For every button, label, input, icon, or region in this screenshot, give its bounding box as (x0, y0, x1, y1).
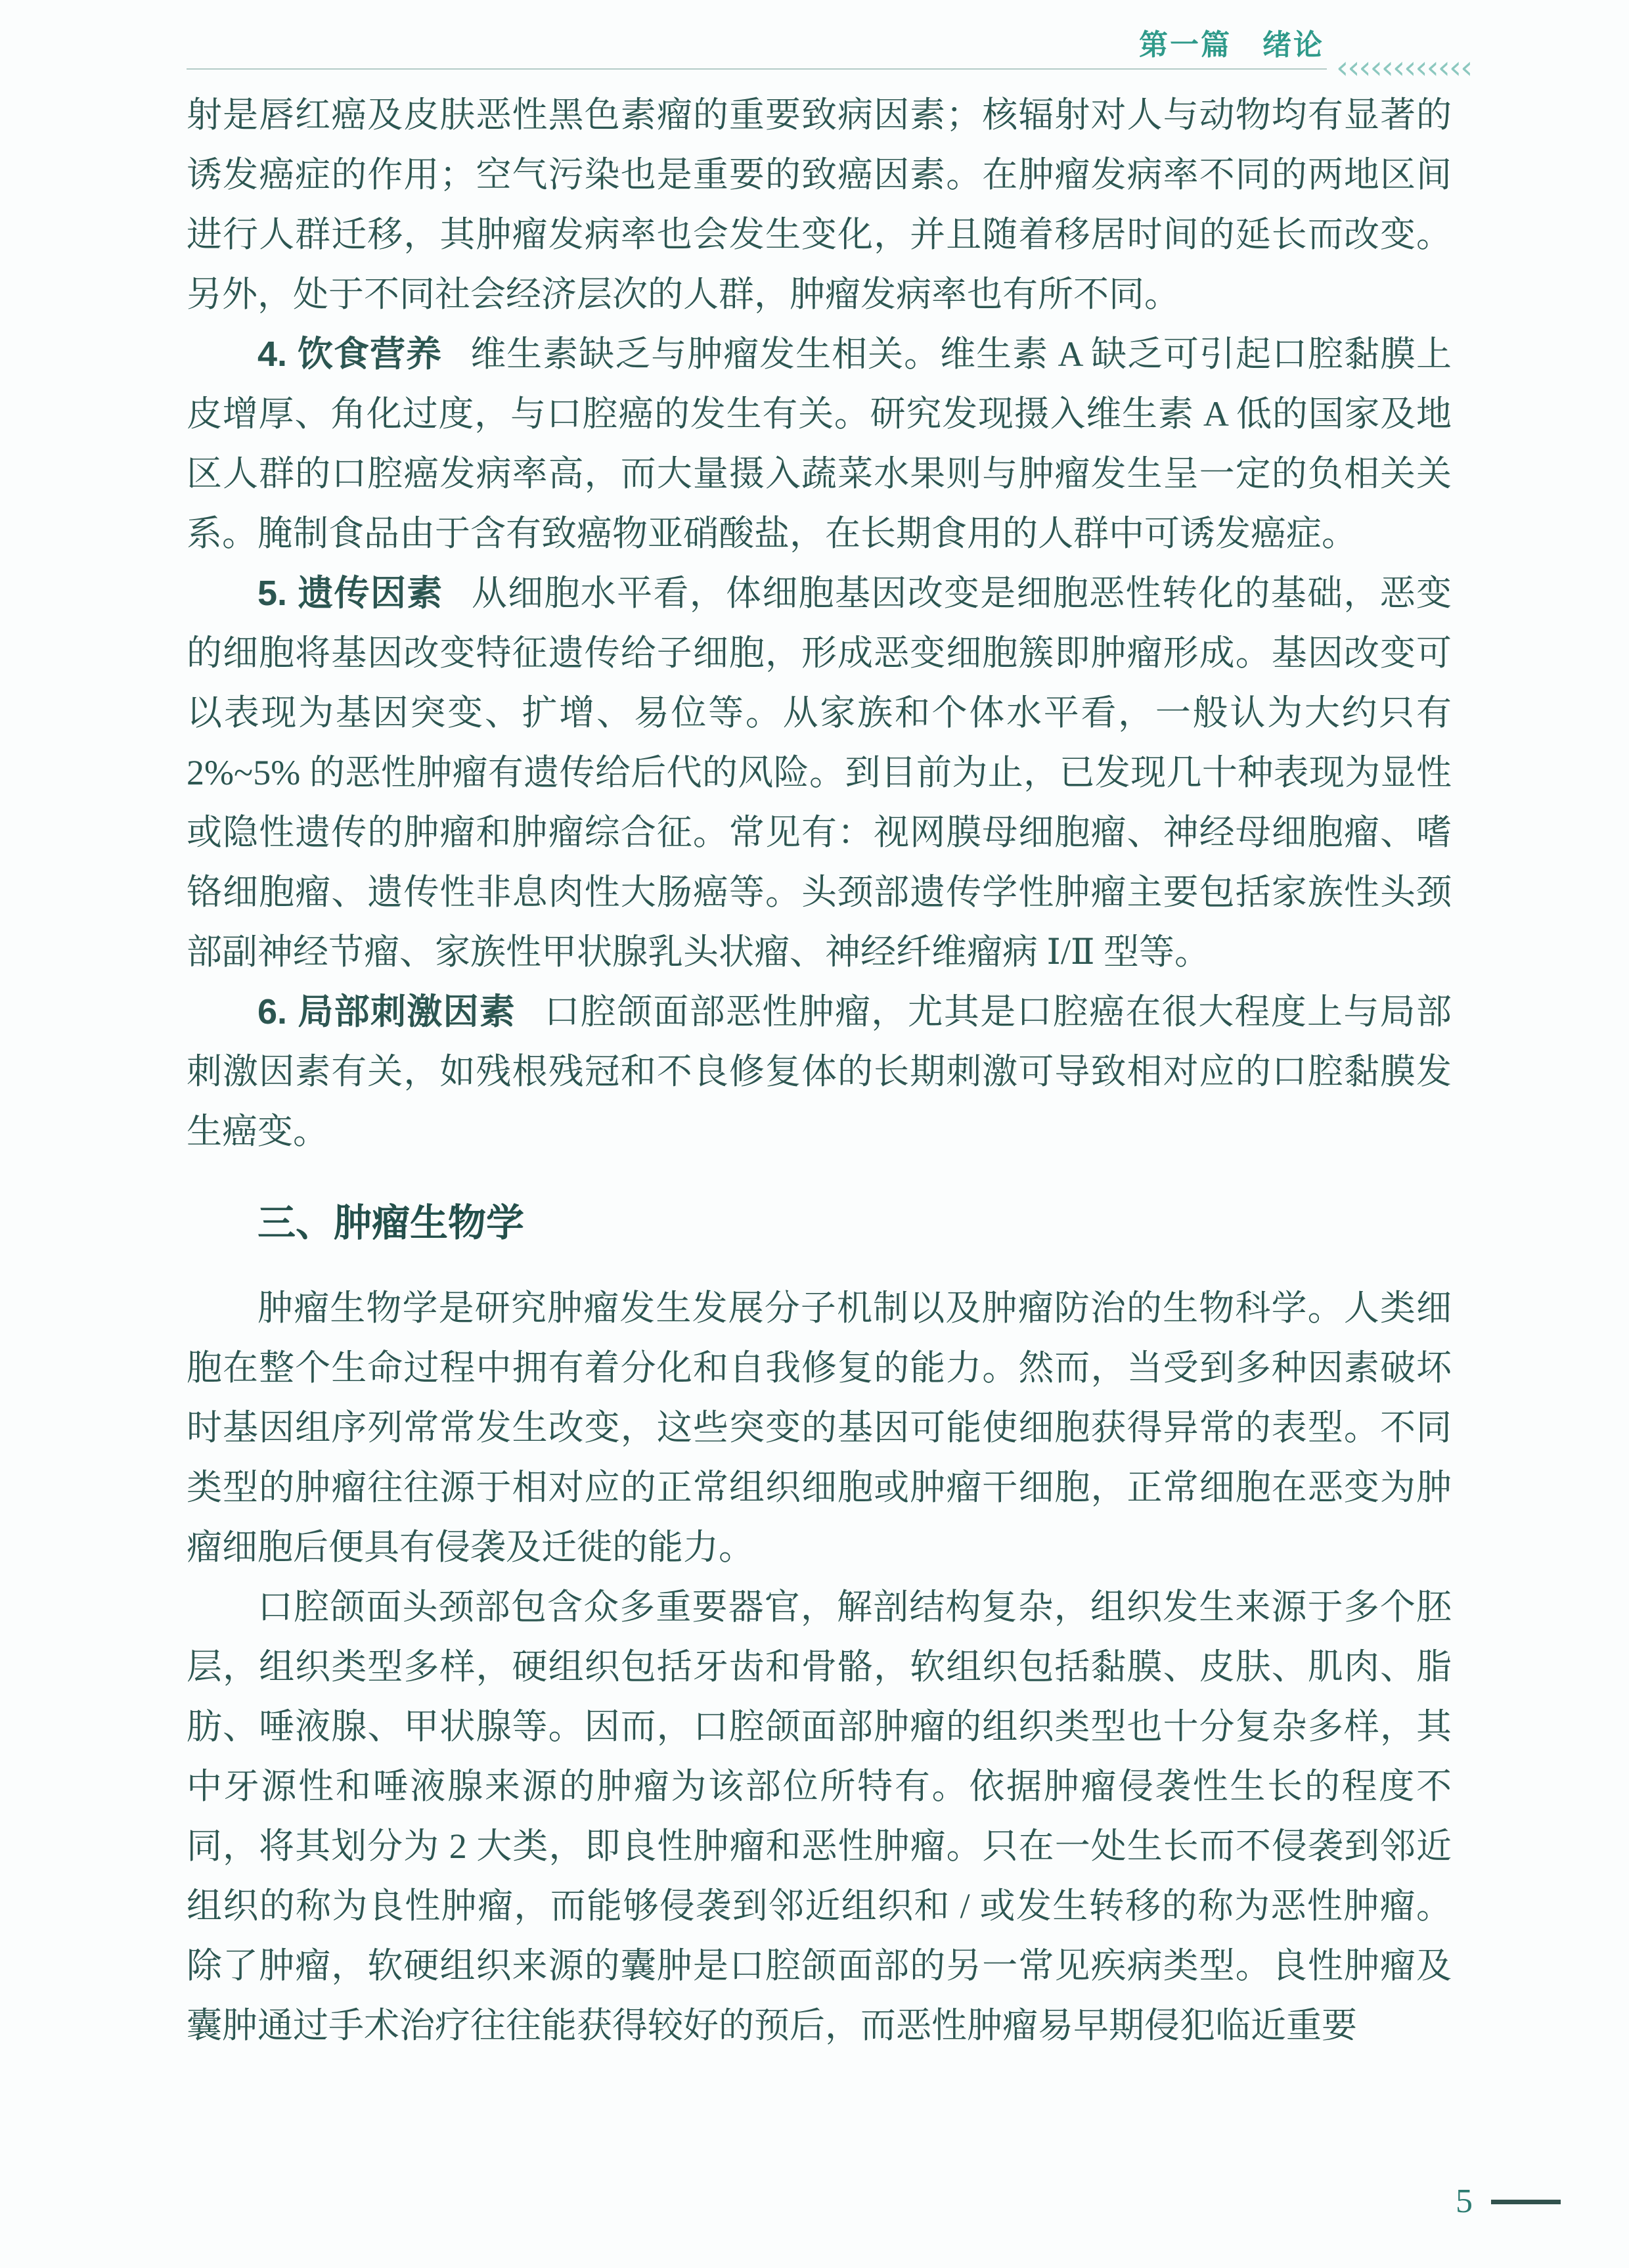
paragraph: 口腔颌面头颈部包含众多重要器官，解剖结构复杂，组织发生来源于多个胚层，组织类型多样，硬组织包括牙齿和骨骼，软组织包括黏膜、皮肤、肌肉、脂肪、唾液腺、甲状腺等。因而，口腔颌面部肿瘤的组织类型也十分复杂多样，其中牙源性和唾液腺来源的肿瘤为该部位所特有。依据肿瘤侵袭性生长的程度不同，将其划分为 2 大类，即良性肿瘤和恶性肿瘤。只在一处生长而不侵袭到邻近组织的称为良性肿瘤，而能够侵袭到邻近组织和 / 或发生转移的称为恶性肿瘤。除了肿瘤，软硬组织来源的囊肿是口腔颌面部的另一常见疾病类型。良性肿瘤及囊肿通过手术治疗往往能获得较好的预后，而恶性肿瘤易早期侵犯临近重要 (187, 1587, 1452, 2045)
list-item-label: 4. 饮食营养 (257, 334, 442, 374)
paragraph-text: 维生素缺乏与肿瘤发生相关。维生素 A 缺乏可引起口腔黏膜上皮增厚、角化过度，与口腔癌的发生有关。研究发现摄入维生素 A 低的国家及地区人群的口腔癌发病率高，而大量摄入蔬菜水果则与肿瘤发生呈一定的负相关关系。腌制食品由于含有致癌物亚硝酸盐，在长期食用的人群中可诱发癌症。 (187, 334, 1452, 553)
paragraph: 射是唇红癌及皮肤恶性黑色素瘤的重要致病因素；核辐射对人与动物均有显著的诱发癌症的作用；空气污染也是重要的致癌因素。在肿瘤发病率不同的两地区间进行人群迁移，其肿瘤发病率也会发生变化，并且随着移居时间的延长而改变。另外，处于不同社会经济层次的人群，肿瘤发病率也有所不同。 (187, 95, 1452, 314)
list-item-label: 6. 局部刺激因素 (257, 992, 516, 1032)
page-footer (1456, 2180, 1561, 2223)
paragraph (187, 325, 1452, 564)
paragraph (187, 982, 1452, 1162)
paragraph-text: 从细胞水平看，体细胞基因改变是细胞恶性转化的基础，恶变的细胞将基因改变特征遗传给子细胞，形成恶变细胞簇即肿瘤形成。基因改变可以表现为基因突变、扩增、易位等。从家族和个体水平看，一般认为大约只有 2%~5% 的恶性肿瘤有遗传给后代的风险。到目前为止，已发现几十种表现为显性或隐性遗传的肿瘤和肿瘤综合征。常见有：视网膜母细胞瘤、神经母细胞瘤、嗜铬细胞瘤、遗传性非息肉性大肠癌等。头颈部遗传学性肿瘤主要包括家族性头颈部副神经节瘤、家族性甲状腺乳头状瘤、神经纤维瘤病 Ⅰ/Ⅱ 型等。 (187, 574, 1452, 972)
paragraph: 肿瘤生物学是研究肿瘤发生发展分子机制以及肿瘤防治的生物科学。人类细胞在整个生命过程中拥有着分化和自我修复的能力。然而，当受到多种因素破坏时基因组序列常常发生改变，这些突变的基因可能使细胞获得异常的表型。不同类型的肿瘤往往源于相对应的正常组织细胞或肿瘤干细胞，正常细胞在恶变为肿瘤细胞后便具有侵袭及迁徙的能力。 (187, 1288, 1452, 1567)
page-number-rule (1491, 2200, 1561, 2204)
section-heading: 三、肿瘤生物学 (257, 1202, 525, 1244)
header-section-title: 第一篇 绪论 (1139, 29, 1324, 61)
header-rule (187, 68, 1327, 70)
paragraph (187, 564, 1452, 982)
page-content (187, 85, 1452, 2056)
chevrons-decoration-icon: ‹‹‹‹‹‹‹‹‹‹‹‹ (1336, 49, 1472, 86)
list-item-label: 5. 遗传因素 (257, 574, 443, 613)
page-number: 5 (1456, 2183, 1473, 2220)
paragraph-text: 口腔颌面部恶性肿瘤，尤其是口腔癌在很大程度上与局部刺激因素有关，如残根残冠和不良修复体的长期刺激可导致相对应的口腔黏膜发生癌变。 (187, 992, 1452, 1151)
